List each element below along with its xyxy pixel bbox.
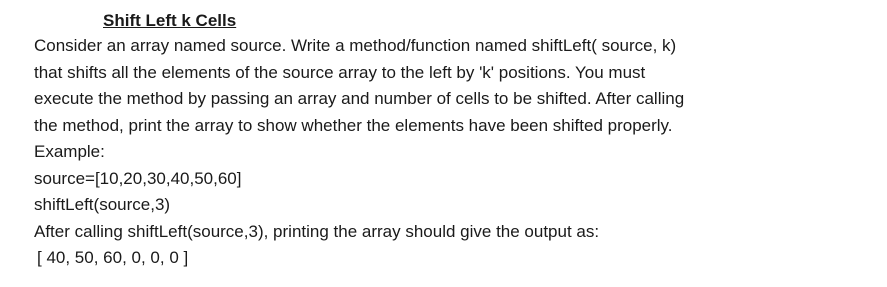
example-label: Example: [34, 142, 105, 161]
document [34, 9, 874, 272]
document-title: Shift Left k Cells [103, 11, 237, 30]
output-intro: After calling shiftLeft(source,3), printing the array should give the output as: [34, 221, 600, 241]
description-line-1: Consider an array named source. Write a method/function named shiftLeft( source, k) [34, 36, 677, 55]
description-line-2: that shifts all the elements of the source array to the left by 'k' positions. You must [34, 62, 646, 82]
description-line-4: the method, print the array to show whether the elements have been shifted properly. [34, 115, 673, 135]
example-input: source=[10,20,30,40,50,60] [34, 168, 242, 188]
example-call: shiftLeft(source,3) [34, 195, 171, 214]
problem-description [34, 33, 874, 166]
description-line-3: execute the method by passing an array and number of cells to be shifted. After calling [34, 89, 685, 108]
output-value: [ 40, 50, 60, 0, 0, 0 ] [37, 248, 189, 267]
